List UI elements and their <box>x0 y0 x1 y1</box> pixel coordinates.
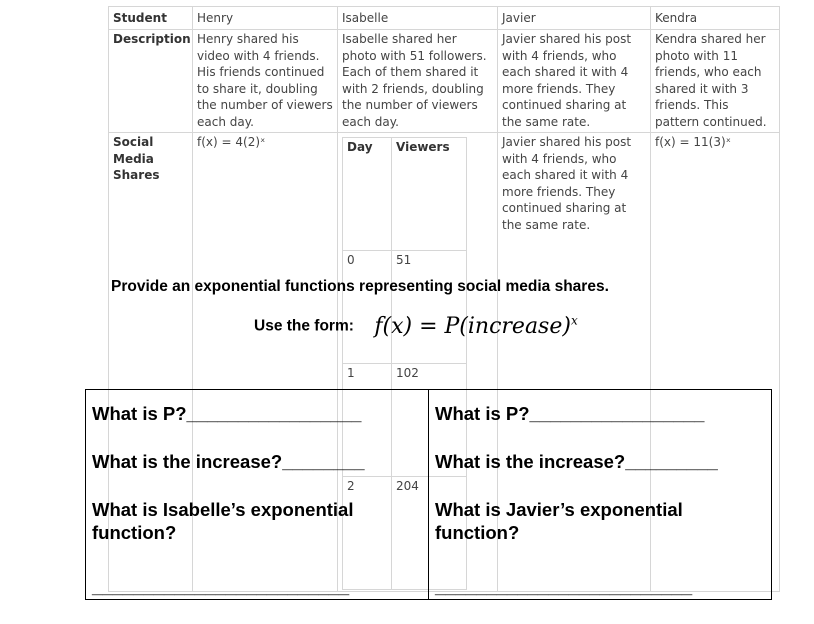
column-divider <box>428 390 429 599</box>
viewers-cell: 102 <box>392 364 467 477</box>
viewers-column-header: Viewers <box>392 138 467 251</box>
header-row <box>109 7 780 30</box>
right-answer-line[interactable]: _________________________ <box>435 576 693 597</box>
right-function-question: What is Javier’s exponential function? <box>435 499 683 543</box>
viewers-cell: 51 <box>392 251 467 364</box>
form-formula <box>374 314 577 339</box>
table-row <box>343 251 467 364</box>
left-p-question[interactable]: What is P?_________________ <box>92 403 362 424</box>
viewers-cell: 204 <box>392 477 467 590</box>
right-increase-question[interactable]: What is the increase?_________ <box>435 451 718 472</box>
day-cell: 0 <box>343 251 392 364</box>
javier-shares: Javier shared his post with 4 friends, who each shared it with 4 more friends. They continued sharing at the same rate. <box>498 133 651 592</box>
henry-function: f(x) = 4(2)ˣ <box>193 133 338 592</box>
formula-main: f(x) = P(increase) <box>374 314 571 340</box>
description-label: Description <box>109 30 193 133</box>
social-shares-label: Social Media Shares <box>109 133 193 592</box>
header-henry: Henry <box>193 7 338 30</box>
javier-description: Javier shared his post with 4 friends, who each shared it with 4 more friends. They continued sharing at the same rate. <box>498 30 651 133</box>
day-cell: 2 <box>343 477 392 590</box>
day-cell: 1 <box>343 364 392 477</box>
day-column-header: Day <box>343 138 392 251</box>
kendra-description: Kendra shared her photo with 11 friends, who each shared it with 3 friends. This pattern continued. <box>651 30 780 133</box>
header-student: Student <box>109 7 193 30</box>
form-label: Use the form: <box>254 317 354 335</box>
henry-description: Henry shared his video with 4 friends. His friends continued to share it, doubling the number of viewers each day. <box>193 30 338 133</box>
isabelle-description: Isabelle shared her photo with 51 followers. Each of them shared it with 2 friends, doubling the number of viewers each day. <box>338 30 498 133</box>
kendra-function: f(x) = 11(3)ˣ <box>651 133 780 592</box>
left-function-question: What is Isabelle’s exponential function? <box>92 499 354 543</box>
formula-exponent: x <box>570 314 578 328</box>
header-kendra: Kendra <box>651 7 780 30</box>
header-javier: Javier <box>498 7 651 30</box>
left-answer-line[interactable]: _________________________ <box>92 576 350 597</box>
header-isabelle: Isabelle <box>338 7 498 30</box>
right-p-question[interactable]: What is P?_________________ <box>435 403 705 424</box>
question-grid <box>85 389 772 600</box>
description-row <box>109 30 780 133</box>
left-increase-question[interactable]: What is the increase?________ <box>92 451 365 472</box>
form-row <box>254 314 578 339</box>
instruction-prompt: Provide an exponential functions representing social media shares. <box>111 278 609 295</box>
viewers-table-header <box>343 138 467 251</box>
